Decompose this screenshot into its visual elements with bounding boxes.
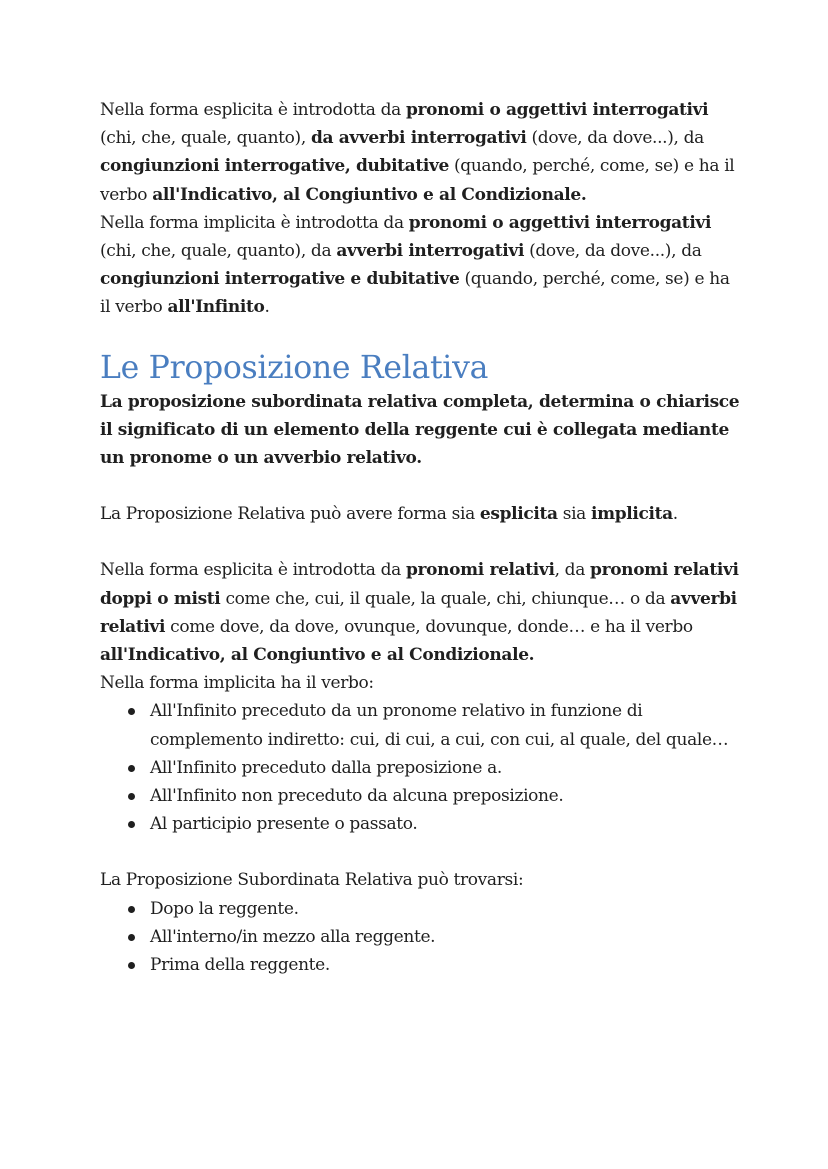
text-run: (dove, da dove...), da: [526, 128, 704, 149]
forms-paragraph: [100, 500, 740, 528]
bold-run: pronomi relativi doppi o misti: [100, 560, 739, 609]
bold-run: da avverbi interrogativi: [310, 128, 527, 149]
list-item: All'Infinito preceduto da un pronome relativo in funzione di complemento indiretto: cui, di cui, a cui, con cui, al quale, del quale…: [128, 697, 740, 753]
list-item: All'Infinito non preceduto da alcuna preposizione.: [128, 782, 740, 810]
bold-run: pronomi relativi: [406, 560, 555, 581]
document-page: [100, 96, 740, 979]
interrogativa-implicit-paragraph: [100, 209, 740, 322]
text-run: La Proposizione Relativa può avere forma sia: [100, 504, 480, 525]
text-run: (chi, che, quale, quanto), da: [100, 241, 337, 262]
bold-run: congiunzioni interrogative e dubitative: [100, 269, 460, 290]
text-run: (quando, perché, come, se) e ha il verbo: [100, 269, 730, 318]
text-run: come che, cui, il quale, la quale, chi, chiunque… o da: [220, 588, 671, 609]
text-run: Nella forma esplicita è introdotta da: [100, 100, 407, 120]
bold-run: all'Indicativo, al Congiuntivo e al Condizionale.: [100, 645, 535, 666]
spacer: [100, 528, 740, 556]
bold-run: pronomi o aggettivi interrogativi: [406, 100, 709, 120]
list-item: Dopo la reggente.: [128, 895, 740, 923]
text-run: (quando, perché, come, se) e ha il verbo: [100, 156, 735, 205]
text-run: .: [264, 297, 270, 318]
bold-run: avverbi relativi: [100, 588, 737, 637]
list-item: Al participio presente o passato.: [128, 810, 740, 838]
relativa-explicit-paragraph: [100, 556, 740, 669]
text-run: (chi, che, quale, quanto),: [100, 128, 311, 149]
bold-run: all'Infinito: [167, 297, 265, 318]
implicit-list: [100, 697, 740, 838]
position-intro: La Proposizione Subordinata Relativa può trovarsi:: [100, 870, 524, 891]
text-run: come dove, da dove, ovunque, dovunque, donde… e ha il verbo: [165, 616, 693, 637]
bold-run: avverbi interrogativi: [336, 241, 525, 262]
text-run: (dove, da dove...), da: [524, 241, 702, 262]
bold-run: all'Indicativo, al Congiuntivo e al Condizionale.: [152, 184, 587, 205]
implicit-intro: Nella forma implicita ha il verbo:: [100, 673, 374, 694]
text-run: Nella forma esplicita è introdotta da: [100, 560, 407, 581]
bold-run: congiunzioni interrogative, dubitative: [100, 156, 449, 177]
section-heading: Le Proposizione Relativa: [100, 349, 489, 386]
list-item: Prima della reggente.: [128, 951, 740, 979]
spacer: [100, 472, 740, 500]
bold-run: pronomi o aggettivi interrogativi: [408, 212, 712, 233]
interrogativa-explicit-paragraph: [100, 96, 740, 209]
position-list: [100, 895, 740, 980]
text-run: .: [672, 504, 678, 525]
list-item: All'interno/in mezzo alla reggente.: [128, 923, 740, 951]
text-run: , da: [554, 560, 591, 581]
spacer: [100, 838, 740, 866]
text-run: Nella forma implicita è introdotta da: [100, 212, 409, 233]
definition-paragraph: La proposizione subordinata relativa completa, determina o chiarisce il significato di un elemento della reggente cui è collegata mediante un pronome o un avverbio relativo.: [100, 391, 740, 469]
list-item: All'Infinito preceduto dalla preposizione a.: [128, 754, 740, 782]
text-run: sia: [557, 504, 591, 525]
bold-run: esplicita: [479, 504, 558, 525]
bold-run: implicita: [591, 504, 673, 525]
